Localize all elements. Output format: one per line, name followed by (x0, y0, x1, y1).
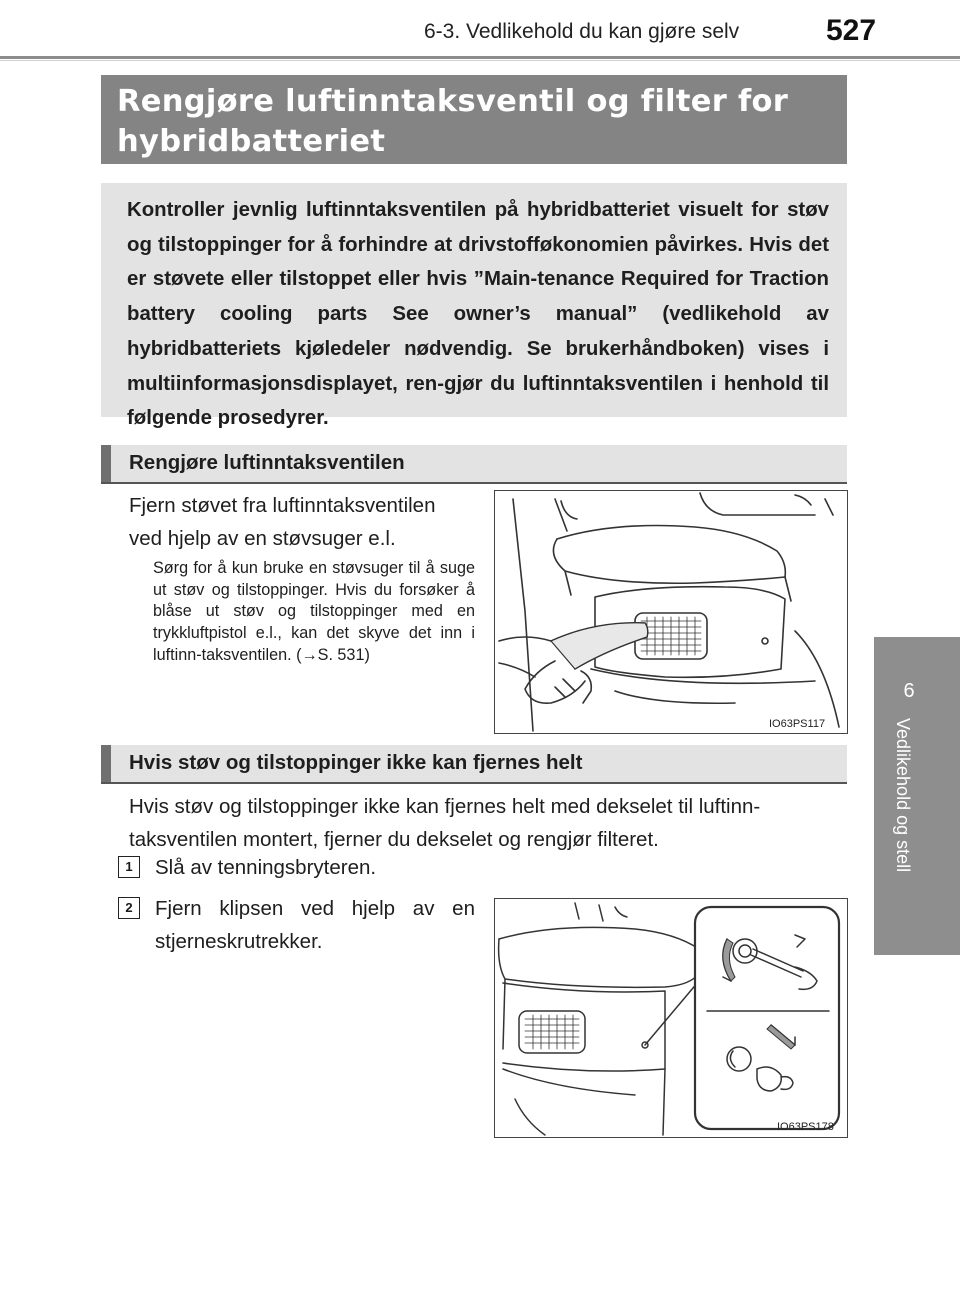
step-1-number: 1 (118, 856, 140, 878)
section1-body (129, 489, 489, 555)
vacuum-cleaning-drawing (495, 491, 847, 733)
section2-heading: Hvis støv og tilstoppinger ikke kan fjernes helt (129, 751, 583, 774)
page-title-line2: hybridbatteriet (117, 124, 386, 159)
chapter-title: Vedlikehold og stell (893, 718, 913, 873)
section2-body-line2: taksventilen montert, fjerner du dekselet og rengjør filteret. (129, 828, 659, 851)
step-2-text (155, 892, 475, 958)
section2-image-label: IO63PS178 (777, 1121, 834, 1133)
section2-body-line1: Hvis støv og tilstoppinger ikke kan fjernes helt med dekselet til luftinn- (129, 795, 761, 818)
step-2-text-line1: Fjern klipsen ved hjelp av en (155, 897, 475, 920)
chapter-title-vertical (892, 718, 922, 948)
section1-body-line1: Fjern støvet fra luftinntaksventilen (129, 494, 436, 517)
clip-removal-drawing (495, 899, 847, 1137)
chapter-number: 6 (903, 680, 915, 702)
section1-heading: Rengjøre luftinntaksventilen (129, 451, 405, 474)
section1-heading-box (101, 445, 847, 484)
intro-text: Kontroller jevnlig luftinntaksventilen på hybridbatteriet visuelt for støv og tilstoppinger for å forhindre at drivstofføkonomien påvirkes. Hvis det er støvete eller tilstoppet eller hvis ”Main-tenance Required for Traction battery cooling parts See owner’s manual” (vedlikehold av hybridbatteriets kjøledeler nødvendig. Se brukerhåndboken) vises i multiinformasjonsdisplayet, ren-gjør du luftinntaksventilen i henhold til følgende prosedyrer. (127, 199, 829, 430)
section1-image-label: IO63PS117 (769, 718, 826, 730)
section1-body-line2: ved hjelp av en støvsuger e.l. (129, 527, 396, 550)
section1-note: Sørg for å kun bruke en støvsuger til å suge ut støv og tilstoppinger. Hvis du forsøker å blåse ut støv og tilstoppinger med en trykkluftpistol e.l., kan det skyve det inn i luftinn-taksventilen. (→S. 531) (153, 559, 475, 664)
vacuum-illustration (494, 490, 848, 734)
step-1-text: Slå av tenningsbryteren. (155, 856, 377, 879)
step-2-text-line2: stjerneskrutrekker. (155, 930, 323, 953)
section2-heading-marker (101, 745, 111, 782)
clip-removal-illustration (494, 898, 848, 1138)
header-rule-shadow (0, 60, 960, 61)
section2-body (129, 790, 849, 856)
section2-heading-box (101, 745, 847, 784)
header-rule (0, 56, 960, 59)
section1-heading-marker (101, 445, 111, 482)
page-title-line1: Rengjøre luftinntaksventil og filter for (117, 84, 789, 119)
page-number: 527 (826, 14, 877, 47)
page-title (117, 82, 837, 162)
step-2-number: 2 (118, 897, 140, 919)
running-header-section: 6-3. Vedlikehold du kan gjøre selv (424, 20, 740, 43)
